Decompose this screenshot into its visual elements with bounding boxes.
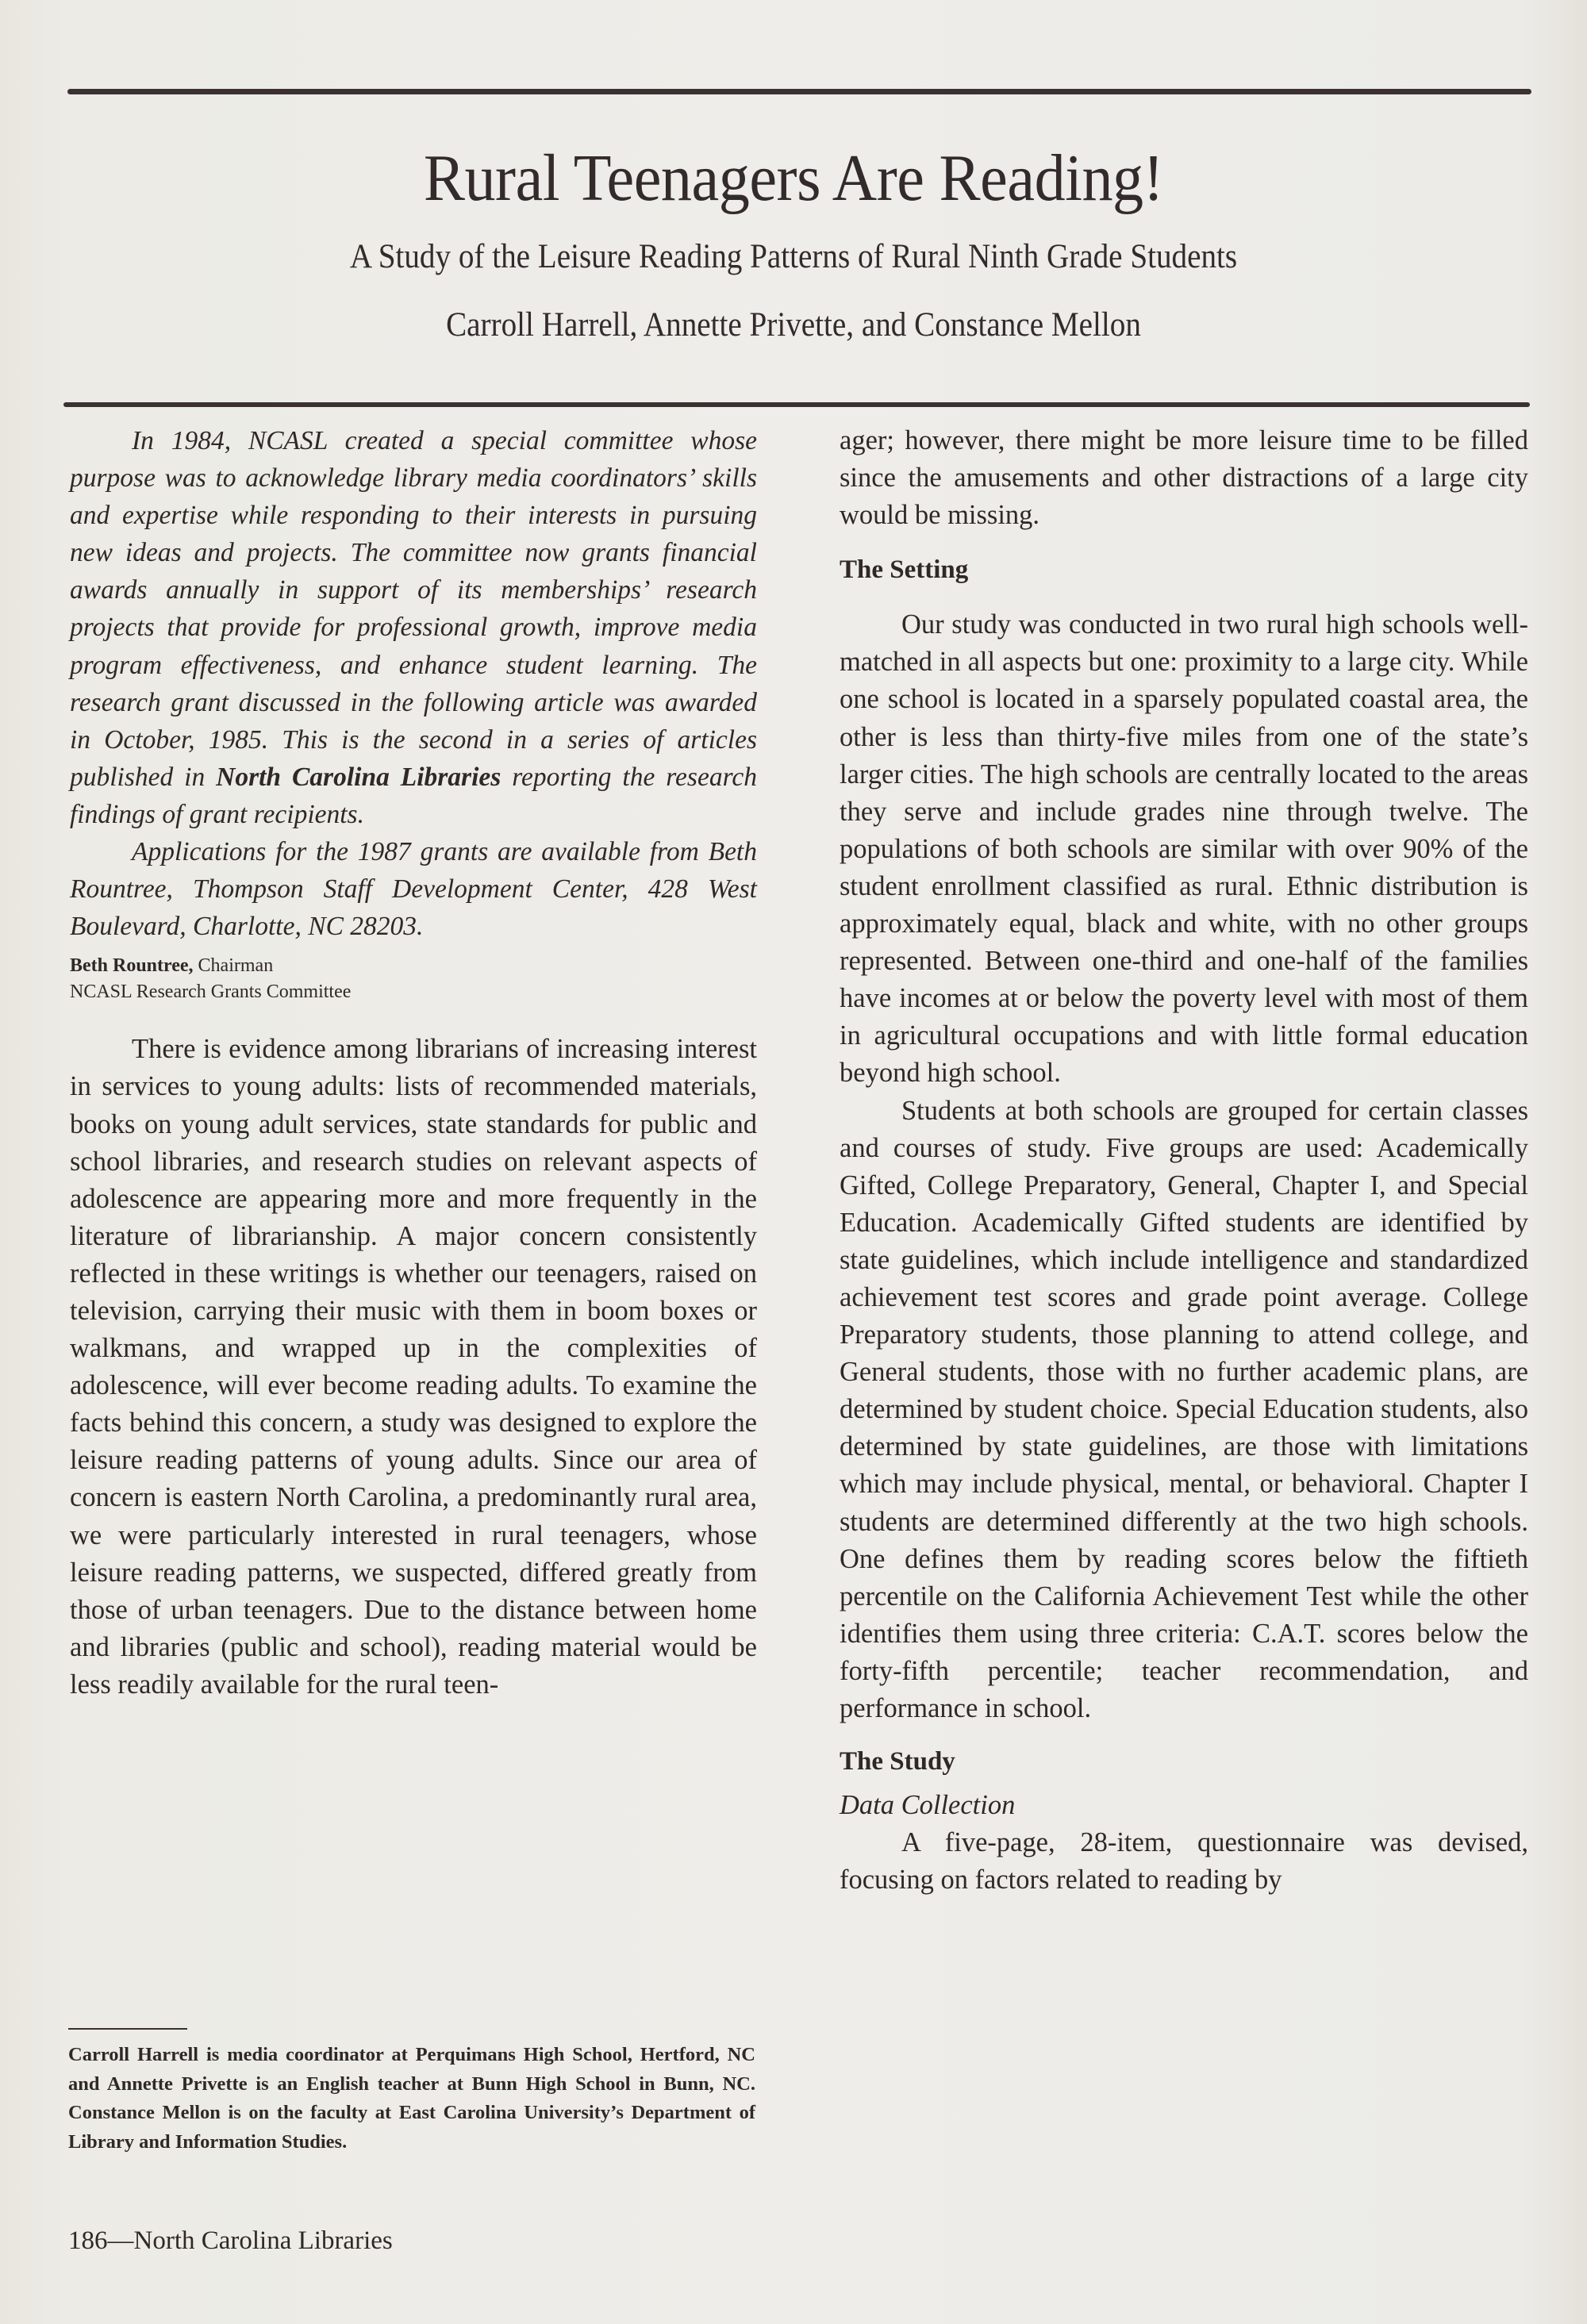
article-subtitle: A Study of the Leisure Reading Patterns of Rural Ninth Grade Students	[349, 238, 1238, 275]
section-heading-study: The Study	[840, 1747, 955, 1777]
article-authors: Carroll Harrell, Annette Privette, and Constance Mellon	[446, 306, 1141, 344]
header-bottom-rule	[63, 402, 1530, 407]
top-rule	[67, 89, 1531, 94]
study-paragraph-1: A five-page, 28-item, questionnaire was devised, focusing on factors related to reading by	[840, 1827, 1528, 1896]
journal-name: North Carolina Libraries	[216, 762, 501, 792]
signature-line	[70, 953, 757, 979]
signature-committee: NCASL Research Grants Committee	[70, 981, 352, 1003]
subheading-data-collection: Data Collection	[840, 1790, 1016, 1821]
article-title: Rural Teenagers Are Reading!	[423, 141, 1164, 215]
left-column	[70, 422, 757, 1704]
signature-role: Chairman	[193, 955, 274, 977]
intro-text-end: reporting the research findings of grant recipients.	[70, 762, 757, 829]
footnote-rule	[68, 2028, 187, 2030]
intro-paragraph-1	[70, 422, 757, 833]
section-heading-setting: The Setting	[840, 555, 969, 585]
intro-paragraph-2: Applications for the 1987 grants are available from Beth Rountree, Thompson Staff Development Center, 428 West Boulevard, Charlotte, NC 28203.	[70, 837, 757, 942]
page-folio: 186—North Carolina Libraries	[68, 2226, 393, 2255]
body-paragraph-1: There is evidence among librarians of increasing interest in services to young adults: lists of recommended materials, books on young adult services, state standards for public and school libraries, and research studies on relevant aspects of adolescence are appearing more and more frequently in the literature of librarianship. A major concern consistently reflected in these writings is whether our teenagers, raised on television, carrying their music with them in boom boxes or walkmans, and wrapped up in the complexities of adolescence, will ever become reading adults. To examine the facts behind this concern, a study was designed to explore the leisure reading patterns of young adults. Since our area of concern is eastern North Carolina, a predominantly rural area, we were particularly interested in rural teenagers, whose leisure reading patterns, we suspected, differed greatly from those of urban teenagers. Due to the distance between home and libraries (public and school), reading material would be less readily available for the rural teen-	[70, 1034, 757, 1700]
author-bio-footnote: Carroll Harrell is media coordinator at Perquimans High School, Hertford, NC and Annette Privette is an English teacher at Bunn High School in Bunn, NC. Constance Mellon is on the faculty at East Carolina University’s Department of Library and Information Studies.	[68, 2044, 755, 2153]
right-column	[840, 422, 1528, 1899]
body-paragraph-continued: ager; however, there might be more leisure time to be filled since the amusements and other distractions of a large city would be missing.	[840, 425, 1528, 531]
intro-text: In 1984, NCASL created a special committee whose purpose was to acknowledge library media coordinators’ skills and expertise while responding to their interests in pursuing new ideas and projects. The committee now grants financial awards annually in support of its memberships’ research projects that provide for professional growth, improve media program effectiveness, and enhance student learning. The research grant discussed in the following article was awarded in October, 1985. This is the second in a series of articles published in	[70, 426, 757, 792]
setting-paragraph-2: Students at both schools are grouped for certain classes and courses of study. Five groups are used: Academically Gifted, College Preparatory, General, Chapter I, and Special Education. Academically Gifted students are identified by state guidelines, which include intelligence and standardized achievement test scores and grade point average. College Preparatory students, those planning to attend college, and General students, those with no further academic plans, are determined by student choice. Special Education students, also determined by state guidelines, are those with limitations which may include physical, mental, or behavioral. Chapter I students are determined differently at the two high schools. One defines them by reading scores below the fiftieth percentile on the California Achievement Test while the other identifies them using three criteria: C.A.T. scores below the forty-fifth percentile; teacher recommendation, and performance in school.	[840, 1095, 1528, 1723]
signature-name: Beth Rountree,	[70, 955, 194, 977]
setting-paragraph-1: Our study was conducted in two rural high schools well-matched in all aspects but one: proximity to a large city. While one school is located in a sparsely populated coastal area, the other is less than thirty-five miles from one of the state’s larger cities. The high schools are centrally located to the areas they serve and include grades nine through twelve. The populations of both schools are similar with over 90% of the student enrollment classified as rural. Ethnic distribution is approximately equal, black and white, with no other groups represented. Between one-third and one-half of the families have incomes at or below the poverty level with most of them in agricultural occupations and with little formal education beyond high school.	[840, 609, 1528, 1089]
